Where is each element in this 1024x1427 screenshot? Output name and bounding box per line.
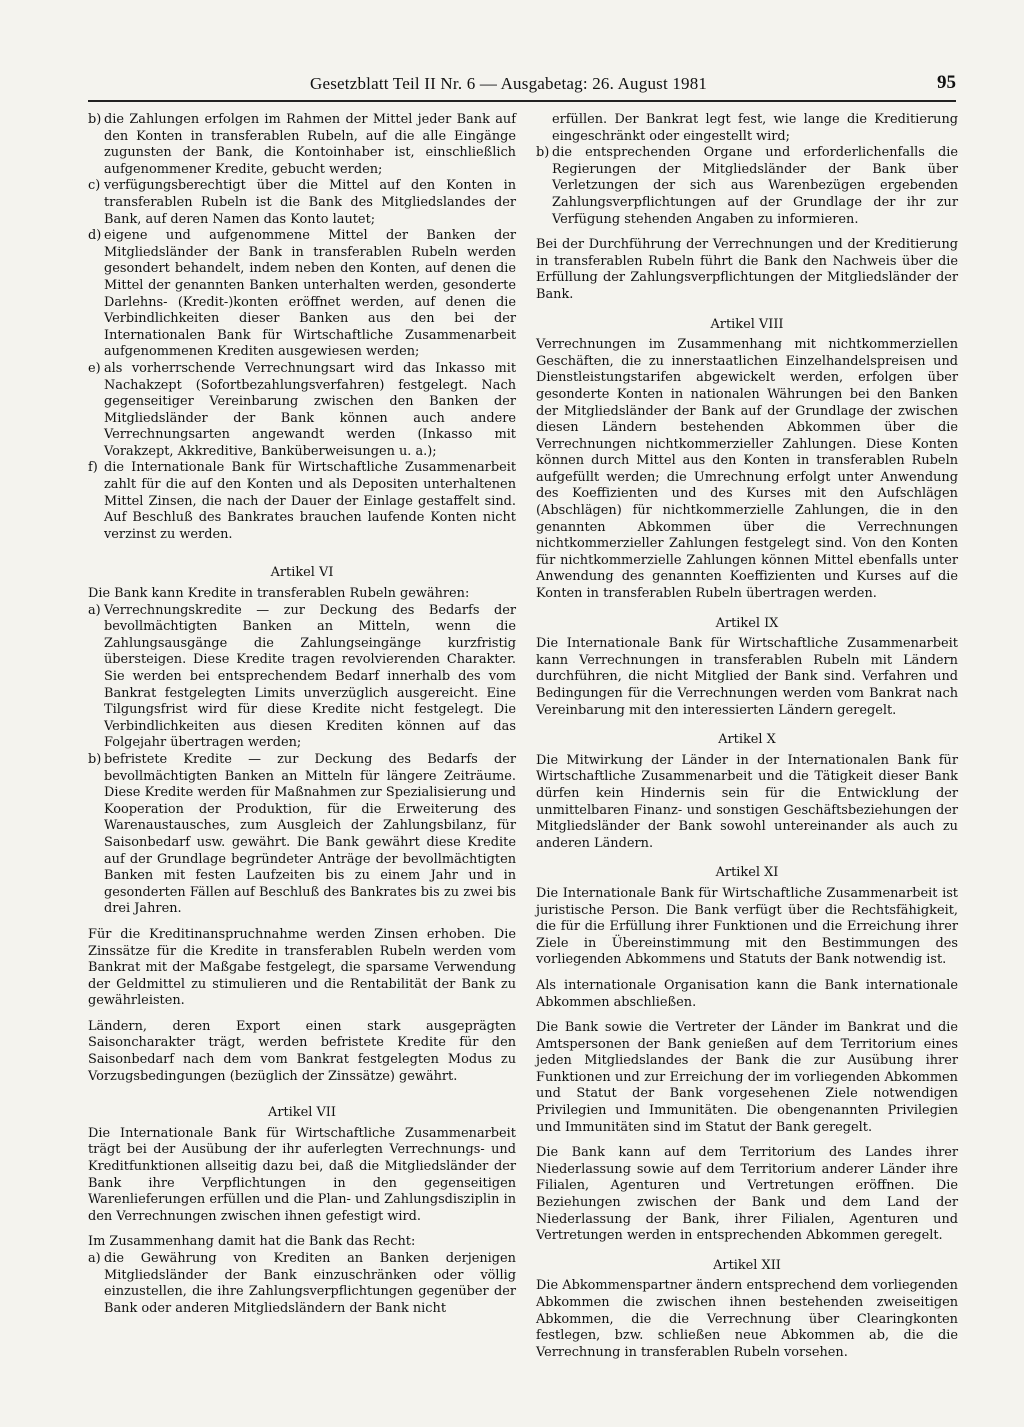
article-heading: Artikel XII xyxy=(713,1257,781,1273)
list-item xyxy=(88,1251,516,1317)
paragraph: Verrechnungen im Zusammenhang mit nichtkommerziellen Geschäften, die zu innerstaatlichen Einzelhandelspreisen und Dienstleistungstarifen abgewickelt werden, erfolgen über gesonderte Konten in nationalen Währungen bei den Banken der Mitgliedsländer der Bank auf der Grundlage der zwischen diesen Ländern bestehenden Abkommen über die Verrechnungen nichtkommerzieller Zahlungen. Diese Konten können durch Mittel aus den Konten in transferablen Rubeln aufgefüllt werden; die Umrechnung erfolgt unter Anwendung des Koeffizienten und des Kurses mit den Aufschlägen (Abschlägen) für nichtkommerzielle Zahlungen, die in den genannten Abkommen über die Verrechnungen nichtkommerzieller Zahlungen festgelegt sind. Von den Konten für nichtkommerzielle Zahlungen können Mittel ebenfalls unter Anwendung des genannten Koeffizienten und Kurses auf die Konten in transferablen Rubeln übertragen werden. xyxy=(536,337,958,602)
item-label: a) xyxy=(88,602,101,618)
article-heading: Artikel X xyxy=(718,732,776,748)
page-header xyxy=(88,70,956,102)
list-item xyxy=(88,603,516,752)
list-item xyxy=(88,178,516,228)
item-label: a) xyxy=(88,1251,101,1266)
paragraph: Die Bank sowie die Vertreter der Länder im Bankrat und die Amtspersonen der Bank genießen auf dem Territorium eines jeden Mitgliedslandes der Bank die zur Ausübung ihrer Funktionen und zur Erreichung der im vorliegenden Abkommen und Statut der Bank vorgesehenen Ziele notwendigen Privilegien und Immunitäten. Die obengenannten Privilegien und Immunitäten sind im Statut der Bank geregelt. xyxy=(536,1020,958,1135)
article-heading: Artikel XI xyxy=(715,865,779,881)
item-text: als vorherrschende Verrechnungsart wird das Inkasso mit Nachakzept (Sofortbezahlungsverfahren) festgelegt. Nach gegenseitiger Vereinbarung zwischen den Banken der Mitgliedsländer der Bank können auch andere Verrechnungsarten angewandt werden (Inkasso mit Vorakzept, Akkreditive, Banküberweisungen u. a.); xyxy=(104,360,516,459)
header-title: Gesetzblatt Teil II Nr. 6 — Ausgabetag: 26. August 1981 xyxy=(310,74,708,93)
article-heading: Artikel VI xyxy=(270,565,334,581)
item-label: b) xyxy=(88,112,102,127)
list-item xyxy=(88,228,516,361)
list-item xyxy=(536,145,958,228)
paragraph: Im Zusammenhang damit hat die Bank das Recht: xyxy=(88,1234,416,1250)
item-text: Verrechnungskredite — zur Deckung des Bedarfs der bevollmächtigten Banken an Mitteln, wenn die Zahlungsausgänge die Zahlungseingänge kurzfristig übersteigen. Diese Kredite tragen revolvierenden Charakter. Sie werden bei entsprechendem Bedarf innerhalb des vom Bankrat festgelegten Limits unverzüglich ausgereicht. Eine Tilgungsfrist wird für diese Kredite nicht festgelegt. Die Verbindlichkeiten aus diesen Krediten können auf das Folgejahr übertragen werden; xyxy=(104,602,516,751)
paragraph: erfüllen. Der Bankrat legt fest, wie lange die Kreditierung eingeschränkt oder eingestellt wird; xyxy=(552,112,958,144)
paragraph: Ländern, deren Export einen stark ausgeprägten Saisoncharakter trägt, werden befristete Kredite für den Saisonbedarf nach dem vom Bankrat festgelegten Modus zu Vorzugsbedingungen (bezüglich der Zinssätze) gewährt. xyxy=(88,1018,516,1084)
list-item xyxy=(88,752,516,918)
paragraph: Die Abkommenspartner ändern entsprechend dem vorliegenden Abkommen die zwischen ihnen bestehenden zweiseitigen Abkommen, die die Verrechnung über Clearingkonten festlegen, bzw. schließen neue Abkommen ab, die die Verrechnung in transferablen Rubeln vorsehen. xyxy=(536,1278,958,1360)
article-heading: Artikel VIII xyxy=(710,316,784,332)
item-label: e) xyxy=(88,360,101,376)
paragraph: Bei der Durchführung der Verrechnungen und der Kreditierung in transferablen Rubeln führt die Bank den Nachweis über die Erfüllung der Zahlungsverpflichtungen der Mitgliedsländer der Bank. xyxy=(536,237,958,302)
list-item xyxy=(88,112,516,178)
item-text: eigene und aufgenommene Mittel der Banken der Mitgliedsländer der Bank in transferablen Rubeln werden gesondert behandelt, indem neben den Konten, auf denen die Mittel der genannten Banken unterhalten werden, gesonderte Darlehns- (Kredit-)konten eröffnet werden, auf denen die Verbindlichkeiten dieser Banken aus den bei der Internationalen Bank für Wirtschaftliche Zusammenarbeit aufgenommenen Krediten ausgewiesen werden; xyxy=(104,228,516,360)
paragraph: Die Internationale Bank für Wirtschaftliche Zusammenarbeit ist juristische Person. Die Bank verfügt über die Rechtsfähigkeit, die für die Erfüllung ihrer Funktionen und die Erreichung ihrer Ziele in Übereinstimmung mit den Bestimmungen des vorliegenden Abkommens und Statuts der Bank notwendig ist. xyxy=(536,885,958,968)
item-label: b) xyxy=(536,145,550,161)
right-column xyxy=(536,112,958,1361)
paragraph: Als internationale Organisation kann die Bank internationale Abkommen abschließen. xyxy=(536,977,958,1010)
left-column xyxy=(88,112,516,1317)
paragraph: Die Internationale Bank für Wirtschaftliche Zusammenarbeit kann Verrechnungen in transferablen Rubeln mit Ländern durchführen, die nicht Mitglied der Bank sind. Verfahren und Bedingungen für die Verrechnungen werden vom Bankrat nach Vereinbarung mit den interessierten Ländern geregelt. xyxy=(536,636,958,718)
paragraph: Die Bank kann Kredite in transferablen Rubeln gewähren: xyxy=(88,586,470,602)
item-label: d) xyxy=(88,228,102,244)
paragraph: Für die Kreditinanspruchnahme werden Zinsen erhoben. Die Zinssätze für die Kredite in transferablen Rubeln werden vom Bankrat mit der Maßgabe festgelegt, die sparsame Verwendung der Geldmittel zu stimulieren und die Rentabilität der Bank zu gewährleisten. xyxy=(88,926,516,1009)
item-text: die Internationale Bank für Wirtschaftliche Zusammenarbeit zahlt für die auf den Konten und als Depositen unterhaltenen Mittel Zinsen, die nach der Dauer der Einlage gestaffelt sind. Auf Beschluß des Bankrates brauchen laufende Konten nicht verzinst zu werden. xyxy=(104,460,516,542)
paragraph: Die Bank kann auf dem Territorium des Landes ihrer Niederlassung sowie auf dem Territorium anderer Länder ihre Filialen, Agenturen und Vertretungen eröffnen. Die Beziehungen zwischen der Bank und dem Land der Niederlassung der Bank, ihrer Filialen, Agenturen und Vertretungen werden in entsprechenden Abkommen geregelt. xyxy=(536,1145,958,1244)
list-item xyxy=(88,460,516,543)
item-label: c) xyxy=(88,178,101,194)
item-text: die Zahlungen erfolgen im Rahmen der Mittel jeder Bank auf den Konten in transferablen Rubeln, auf die alle Eingänge zugunsten der Bank, die Kontoinhaber ist, einschließlich aufgenommener Kredite, gebucht werden; xyxy=(104,112,516,177)
item-text: verfügungsberechtigt über die Mittel auf den Konten in transferablen Rubeln ist die Bank des Mitgliedslandes der Bank, auf deren Namen das Konto lautet; xyxy=(104,178,516,227)
item-label: f) xyxy=(88,460,98,476)
item-text: die Gewährung von Krediten an Banken derjenigen Mitgliedsländer der Bank einzuschränken oder völlig einzustellen, die ihre Zahlungsverpflichtungen gegenüber der Bank oder anderen Mitgliedsländern der Bank nicht xyxy=(104,1251,516,1316)
paragraph: Die Internationale Bank für Wirtschaftliche Zusammenarbeit trägt bei der Ausübung der ihr auferlegten Verrechnungs- und Kreditfunktionen allseitig dazu bei, daß die Mitgliedsländer der Bank ihre Verpflichtungen in den gegenseitigen Warenlieferungen erfüllen und die Plan- und Zahlungsdisziplin in den Verrechnungen zwischen ihnen gefestigt wird. xyxy=(88,1125,516,1224)
item-text: die entsprechenden Organe und erforderlichenfalls die Regierungen der Mitgliedsländer der Bank über Verletzungen der sich aus Warenbezügen ergebenden Zahlungsverpflichtungen auf der Grundlage der ihr zur Verfügung stehenden Angaben zu informieren. xyxy=(552,145,958,227)
article-heading: Artikel IX xyxy=(715,615,779,631)
item-label: b) xyxy=(88,751,102,767)
paragraph: Die Mitwirkung der Länder in der Internationalen Bank für Wirtschaftliche Zusammenarbeit und die Tätigkeit dieser Bank dürfen kein Hindernis sein für die Entwicklung der unmittelbaren Finanz- und sonstigen Geschäftsbeziehungen der Mitgliedsländer der Bank sowohl untereinander als auch zu anderen Ländern. xyxy=(536,752,958,851)
page-number: 95 xyxy=(937,72,956,93)
list-item xyxy=(88,361,516,461)
article-heading: Artikel VII xyxy=(268,1105,336,1121)
item-text: befristete Kredite — zur Deckung des Bedarfs der bevollmächtigten Banken an Mitteln für längere Zeiträume. Diese Kredite werden für Maßnahmen zur Spezialisierung und Kooperation der Produktion, für die Erweiterung des Warenaustausches, zum Ausgleich der Zahlungsbilanz, für Saisonbedarf usw. gewährt. Die Bank gewährt diese Kredite auf der Grundlage begründeter Anträge der bevollmächtigten Banken mit festen Laufzeiten bis zu einem Jahr und in gesonderten Fällen auf Beschluß des Bankrates bis zu zwei bis drei Jahren. xyxy=(104,751,516,917)
